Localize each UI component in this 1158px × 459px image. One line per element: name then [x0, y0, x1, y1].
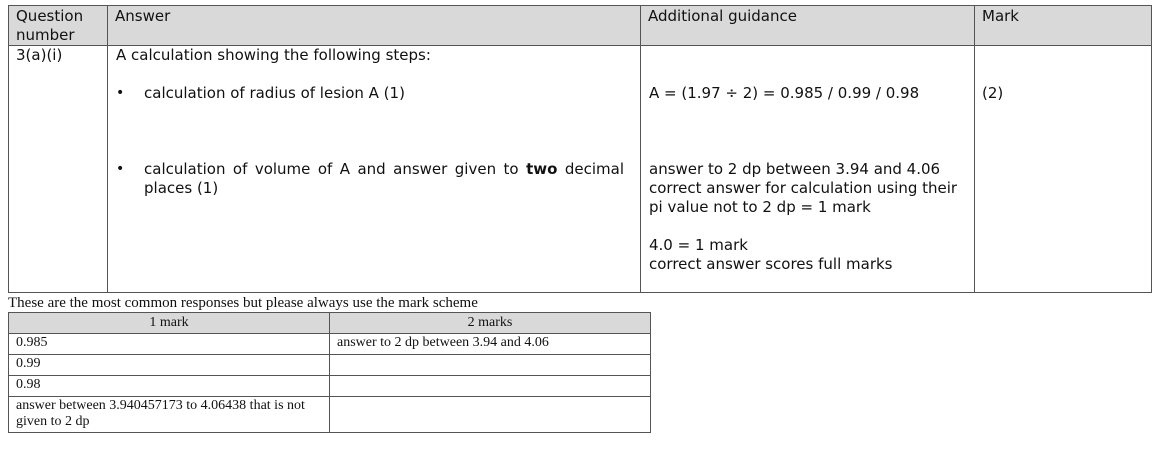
guidance-line: correct answer scores full marks [649, 255, 893, 273]
table-cell: 0.99 [9, 355, 330, 376]
header-question-number: Question number [9, 6, 108, 46]
mark-scheme-table [8, 5, 1152, 293]
header-two-marks: 2 marks [330, 313, 651, 334]
guidance-line: answer to 2 dp between 3.94 and 4.06 [649, 160, 941, 178]
header-answer: Answer [108, 6, 641, 46]
table-cell: answer between 3.940457173 to 4.06438 that is not given to 2 dp [9, 397, 330, 433]
guidance-volume [649, 160, 969, 217]
mark-value: (2) [982, 84, 1004, 102]
mark-scheme-row [9, 46, 1152, 293]
guidance-radius: A = (1.97 ÷ 2) = 0.985 / 0.99 / 0.98 [649, 84, 920, 102]
table-row [9, 376, 651, 397]
table-row [9, 355, 651, 376]
answer-cell [108, 46, 641, 293]
question-number-cell: 3(a)(i) [9, 46, 108, 293]
guidance-line: 4.0 = 1 mark [649, 236, 748, 254]
bullet-icon: • [116, 85, 125, 101]
answer-step-radius [116, 84, 624, 103]
step-text-bold: two [526, 160, 558, 178]
guidance-line: correct answer for calculation using their pi value not to 2 dp = 1 mark [649, 179, 958, 216]
common-responses-note: These are the most common responses but please always use the mark scheme [8, 295, 478, 311]
table-cell: 0.98 [9, 376, 330, 397]
step-text: calculation of volume of A and answer given to [144, 160, 527, 178]
bullet-icon: • [116, 161, 125, 177]
header-one-mark: 1 mark [9, 313, 330, 334]
table-cell: 0.985 [9, 334, 330, 355]
mark-scheme-header-row [9, 6, 1152, 46]
answer-intro: A calculation showing the following steps: [116, 46, 431, 64]
table-cell [330, 397, 651, 433]
step-text: calculation of radius of lesion A (1) [144, 84, 405, 102]
guidance-cell [641, 46, 975, 293]
mark-cell [975, 46, 1152, 293]
table-row [9, 334, 651, 355]
guidance-full-marks [649, 236, 969, 274]
answer-step-volume [116, 160, 624, 198]
common-responses-table [8, 312, 651, 433]
table-cell: answer to 2 dp between 3.94 and 4.06 [330, 334, 651, 355]
table-cell [330, 376, 651, 397]
table-row [9, 397, 651, 433]
header-additional-guidance: Additional guidance [641, 6, 975, 46]
step-text: decimal places (1) [144, 160, 624, 197]
table-cell [330, 355, 651, 376]
responses-header-row [9, 313, 651, 334]
header-mark: Mark [975, 6, 1152, 46]
